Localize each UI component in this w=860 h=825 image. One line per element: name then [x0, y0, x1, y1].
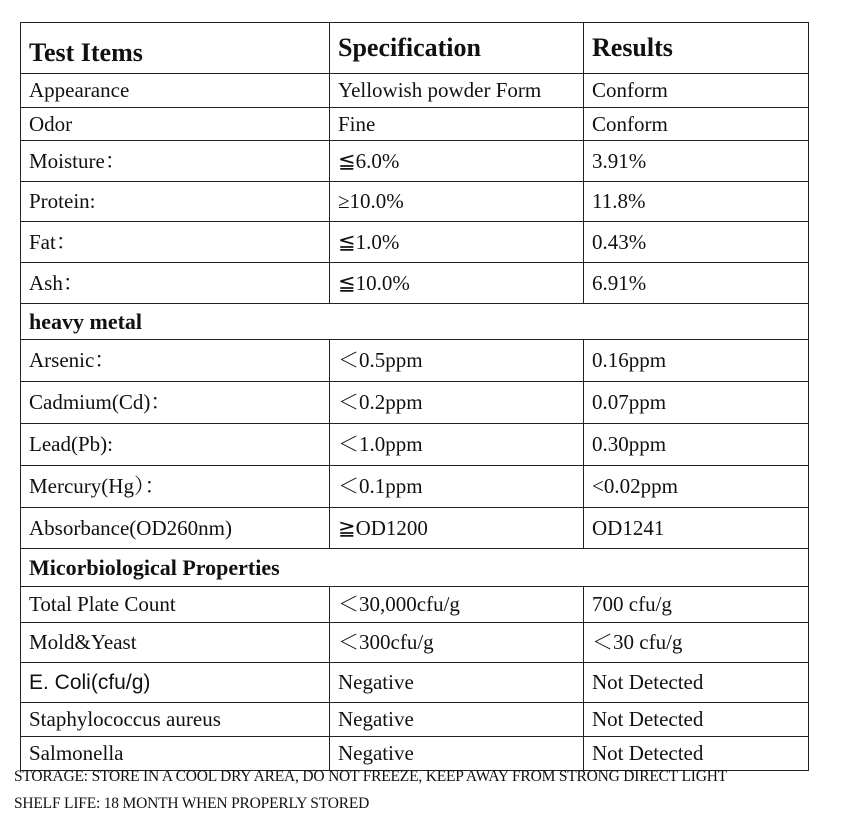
- result-cell: Conform: [584, 108, 809, 141]
- item-cell: Lead(Pb):: [21, 424, 330, 466]
- section-heading: Micorbiological Properties: [21, 549, 809, 587]
- table-header-row: [21, 23, 809, 74]
- result-cell: 0.16ppm: [584, 340, 809, 382]
- section-heading: heavy metal: [21, 304, 809, 340]
- item-cell: Fat：: [21, 222, 330, 263]
- storage-note: STORAGE: STORE IN A COOL DRY AREA, DO NOT FREEZE, KEEP AWAY FROM STRONG DIRECT LIGHT: [14, 768, 727, 785]
- spec-cell: ≦1.0%: [330, 222, 584, 263]
- spec-cell: ＜0.5ppm: [330, 340, 584, 382]
- table-row: [21, 263, 809, 304]
- spec-cell: Fine: [330, 108, 584, 141]
- table-row: [21, 737, 809, 771]
- spec-cell: ＜0.1ppm: [330, 466, 584, 508]
- spec-cell: ≥10.0%: [330, 182, 584, 222]
- spec-cell: Negative: [330, 663, 584, 703]
- spec-cell: Negative: [330, 703, 584, 737]
- result-cell: 6.91%: [584, 263, 809, 304]
- item-cell: Mercury(Hg）：: [21, 466, 330, 508]
- result-cell: 0.43%: [584, 222, 809, 263]
- table-row: [21, 703, 809, 737]
- table-row: [21, 508, 809, 549]
- table-row: [21, 222, 809, 263]
- table-row: [21, 74, 809, 108]
- item-cell: Staphylococcus aureus: [21, 703, 330, 737]
- table-row: [21, 108, 809, 141]
- header-test-items: Test Items: [21, 23, 330, 74]
- result-cell: <0.02ppm: [584, 466, 809, 508]
- item-cell: Odor: [21, 108, 330, 141]
- header-results: Results: [584, 23, 809, 74]
- table-row: [21, 663, 809, 703]
- spec-cell: ≦10.0%: [330, 263, 584, 304]
- result-cell: OD1241: [584, 508, 809, 549]
- table-row: [21, 141, 809, 182]
- table-row: [21, 623, 809, 663]
- table-row: [21, 382, 809, 424]
- shelf-life-note: SHELF LIFE: 18 MONTH WHEN PROPERLY STORED: [14, 795, 370, 812]
- spec-cell: Negative: [330, 737, 584, 771]
- spec-cell: ＜30,000cfu/g: [330, 587, 584, 623]
- table-row: [21, 466, 809, 508]
- table-row: [21, 182, 809, 222]
- table-row: [21, 340, 809, 382]
- item-cell: Mold&Yeast: [21, 623, 330, 663]
- item-cell: Total Plate Count: [21, 587, 330, 623]
- section-row-micro: [21, 549, 809, 587]
- result-cell: 700 cfu/g: [584, 587, 809, 623]
- spec-cell: ≧OD1200: [330, 508, 584, 549]
- spec-cell: ≦6.0%: [330, 141, 584, 182]
- spec-cell: ＜1.0ppm: [330, 424, 584, 466]
- spec-cell: ＜300cfu/g: [330, 623, 584, 663]
- result-cell: 0.30ppm: [584, 424, 809, 466]
- result-cell: 3.91%: [584, 141, 809, 182]
- item-cell: Salmonella: [21, 737, 330, 771]
- item-cell: Cadmium(Cd)：: [21, 382, 330, 424]
- item-cell: Arsenic：: [21, 340, 330, 382]
- result-cell: 0.07ppm: [584, 382, 809, 424]
- table-row: [21, 587, 809, 623]
- item-cell: Appearance: [21, 74, 330, 108]
- spec-cell: ＜0.2ppm: [330, 382, 584, 424]
- result-cell: Not Detected: [584, 737, 809, 771]
- item-cell: Protein:: [21, 182, 330, 222]
- result-cell: Conform: [584, 74, 809, 108]
- header-specification: Specification: [330, 23, 584, 74]
- specification-table: [20, 22, 809, 771]
- result-cell: ＜30 cfu/g: [584, 623, 809, 663]
- item-cell: E. Coli(cfu/g): [21, 663, 330, 703]
- section-row-heavy-metal: [21, 304, 809, 340]
- result-cell: Not Detected: [584, 663, 809, 703]
- result-cell: 11.8%: [584, 182, 809, 222]
- item-cell: Ash：: [21, 263, 330, 304]
- table-row: [21, 424, 809, 466]
- spec-cell: Yellowish powder Form: [330, 74, 584, 108]
- result-cell: Not Detected: [584, 703, 809, 737]
- item-cell: Absorbance(OD260nm): [21, 508, 330, 549]
- item-cell: Moisture：: [21, 141, 330, 182]
